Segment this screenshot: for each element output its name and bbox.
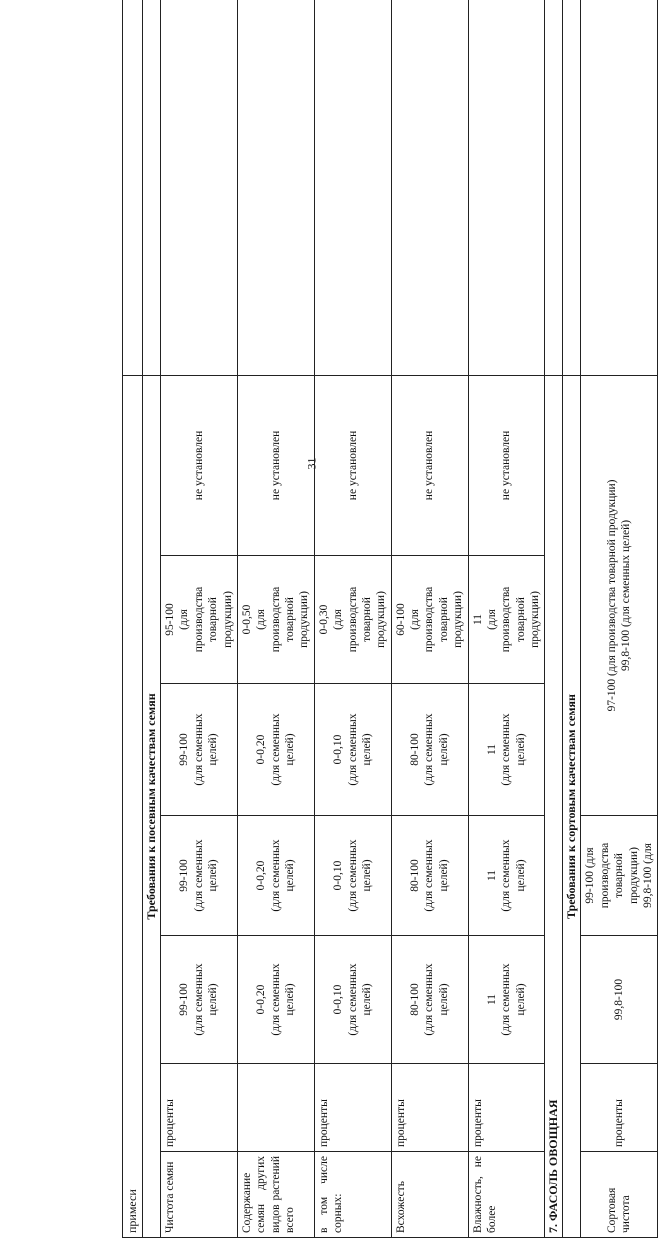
section-empty-cell (563, 0, 581, 375)
row-value: 0-0,50 (для производства товарной продукции) (237, 556, 314, 684)
row-value: не установлен (468, 375, 545, 555)
crop-title-row (545, 0, 563, 1238)
varietal-row (581, 0, 658, 1238)
table-row (237, 0, 314, 1238)
row-empty (581, 0, 658, 375)
row-value: 0-0,30 (для производства товарной продукции) (314, 556, 391, 684)
row-value: не установлен (237, 375, 314, 555)
row-value: 11 (для семенных целей) (468, 684, 545, 816)
row-value: не установлен (314, 375, 391, 555)
section-sowing-row (143, 0, 161, 1238)
row-value: 99-100 (для производства товарной продукции) 99,8-100 (для (581, 816, 658, 936)
row-empty (391, 0, 468, 375)
row-value: 0-0,10 (для семенных целей) (314, 684, 391, 816)
crop-title: 7. ФАСОЛЬ ОВОЩНАЯ (545, 375, 563, 1237)
row-value: 0-0,20 (для семенных целей) (237, 816, 314, 936)
row-unit (237, 1064, 314, 1152)
page-number: 31 (304, 457, 319, 470)
header-row (123, 0, 143, 1238)
row-empty (161, 0, 238, 375)
section-empty-cell (143, 0, 161, 375)
row-value: 99-100 (для семенных целей) (161, 684, 238, 816)
row-value: 0-0,20 (для семенных целей) (237, 936, 314, 1064)
row-unit: проценты (581, 1064, 658, 1152)
row-value: 0-0,20 (для семенных целей) (237, 684, 314, 816)
row-value: 0-0,10 (для семенных целей) (314, 816, 391, 936)
row-empty (237, 0, 314, 375)
section-varietal-row (563, 0, 581, 1238)
row-unit: проценты (468, 1064, 545, 1152)
row-name: Сортовая чистота (581, 1152, 658, 1238)
row-name: Чистота семян (161, 1152, 238, 1238)
header-empty-cell (123, 0, 143, 375)
row-value: не установлен (391, 375, 468, 555)
row-name: Влажность, не более (468, 1152, 545, 1238)
row-value: 80-100 (для семенных целей) (391, 936, 468, 1064)
row-value: 80-100 (для семенных целей) (391, 684, 468, 816)
section-sowing-title: Требования к посевным качествам семян (143, 375, 161, 1237)
row-value: 11 (для семенных целей) (468, 816, 545, 936)
row-name: Содержание семян других видов растений всего (237, 1152, 314, 1238)
seed-requirements-table (122, 0, 658, 1238)
table-row (314, 0, 391, 1238)
table-row (391, 0, 468, 1238)
row-name: Всхожесть (391, 1152, 468, 1238)
row-name: в том числе сорных: (314, 1152, 391, 1238)
row-value: 0-0,10 (для семенных целей) (314, 936, 391, 1064)
header-note-cell: примеси (123, 375, 143, 1237)
row-unit: проценты (314, 1064, 391, 1152)
row-unit: проценты (161, 1064, 238, 1152)
row-value: 80-100 (для семенных целей) (391, 816, 468, 936)
row-value: 99,8-100 (581, 936, 658, 1064)
row-value: 60-100 (для производства товарной продукции) (391, 556, 468, 684)
row-value: 99-100 (для семенных целей) (161, 816, 238, 936)
row-value: 11 (для производства товарной продукции) (468, 556, 545, 684)
crop-empty-cell (545, 0, 563, 375)
row-empty (468, 0, 545, 375)
row-value: не установлен (161, 375, 238, 555)
row-value: 99-100 (для семенных целей) (161, 936, 238, 1064)
table-row (161, 0, 238, 1238)
table-row (468, 0, 545, 1238)
row-value: 95-100 (для производства товарной продукции) (161, 556, 238, 684)
row-unit: проценты (391, 1064, 468, 1152)
row-value: 11 (для семенных целей) (468, 936, 545, 1064)
section-varietal-title: Требования к сортовым качествам семян (563, 375, 581, 1237)
row-empty (314, 0, 391, 375)
rotated-table-container (122, 0, 654, 1238)
row-value-merged: 97-100 (для производства товарной продукции) 99,8-100 (для семенных целей) (581, 375, 658, 815)
